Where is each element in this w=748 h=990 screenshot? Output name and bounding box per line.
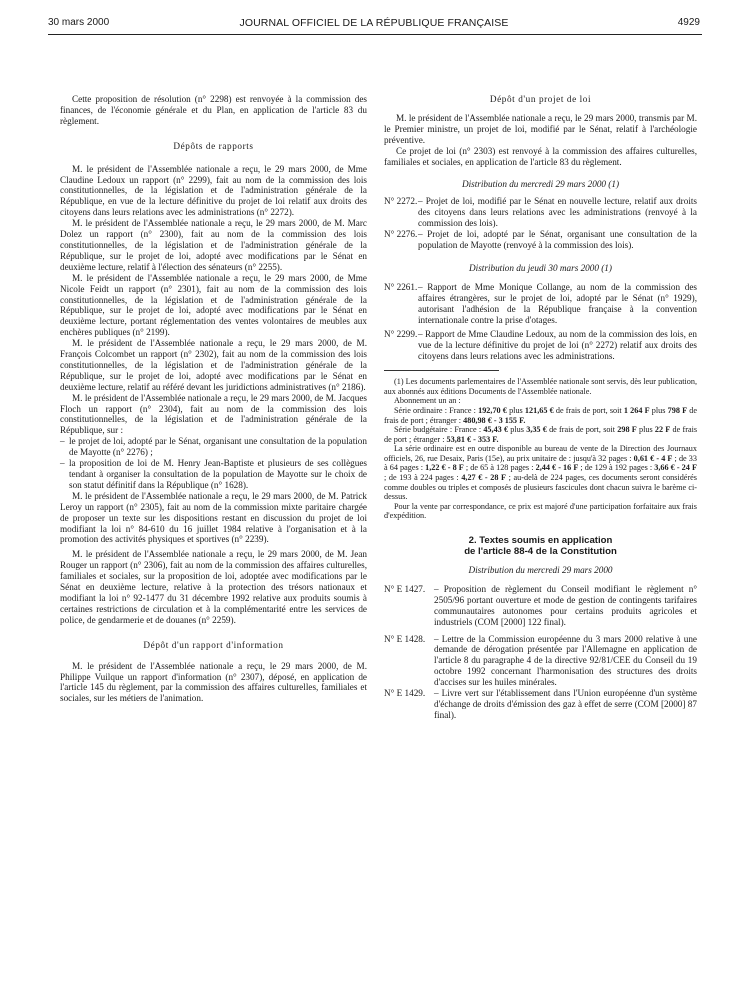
report-2304: M. le président de l'Assemblée nationale a reçu, le 29 mars 2000, de M. Jacques Floch un rapport (n° 2304), fait au nom de la commission des lois constitutionnelles, de la législation et de l'administration générale de la République, sur : <box>60 392 367 436</box>
right-column <box>384 94 697 721</box>
subscription-footnote: (1) Les documents parlementaires de l'Assemblée nationale sont servis, dès leur publication, aux abonnés aux éditions Documents de l'Assemblée nationale. Abonnement un an : Série ordinaire : France : 192,70 € plus 121,65 € de frais de port, soit 1 264 F plus 798 F de frais de port ; étranger : 480,98 € - 3 155 F. Série budgétaire : France : 45,43 € plus 3,35 € de frais de port, soit 298 F plus 22 F de frais de port ; étranger : 53,81 € - 353 F. La série ordinaire est en outre disponible au bureau de vente de la Direction des Journaux officiels, 26, rue Desaix, Paris (15e), au prix unitaire de : jusqu'à 32 pages : 0,61 € - 4 F ; de 33 à 64 pages : 1,22 € - 8 F ; de 65 à 128 pages : 2,44 € - 16 F ; de 129 à 192 pages : 3,66 € - 24 F ; de 193 à 224 pages : 4,27 € - 28 F ; au-delà de 224 pages, ces documents seront considérés comme doubles ou triples et composés de plusieurs fascicules dont chacun suivra le barème ci-dessus. Pour la vente par correspondance, ce prix est majoré d'une participation forfaitaire aux frais d'expédition. <box>384 377 698 521</box>
section-heading-rapport-information: Dépôt d'un rapport d'information <box>143 639 284 650</box>
e-document-item: N° E 1428. – Lettre de la Commission européenne du 3 mars 2000 relative à une demande de dérogation présentée par l'Allemagne en application de l'article 8 du paragraphe 4 de la directive 92/81/CEE du Conseil du 19 octobre 1992 concernant l'harmonisation des structures des droits d'accises sur les huiles minérales. <box>384 633 697 688</box>
header-date: 30 mars 2000 <box>48 17 110 28</box>
journal-title: JOURNAL OFFICIEL DE LA RÉPUBLIQUE FRANÇAISE <box>239 17 509 29</box>
e-document-item: N° E 1427. – Proposition de règlement du Conseil modifiant le règlement n° 2505/96 portant ouverture et mode de gestion de contingents tarifaires communautaires autonomes pour certains produits agricoles et industriels (COM [2000] 122 final). <box>384 583 697 627</box>
bill-transmission: M. le président de l'Assemblée nationale a reçu, le 29 mars 2000, transmis par M. le Premier ministre, un projet de loi, modifié par le Sénat, relatif à l'archéologie préventive. <box>384 112 697 145</box>
serie-budgetaire-prices: Série budgétaire : France : 45,43 € plus 3,35 € de frais de port, soit 298 F plus 22 F de frais de port ; étranger : 53,81 € - 353 F. <box>384 425 698 444</box>
page-header <box>48 17 700 31</box>
serie-ordinaire-prices: Série ordinaire : France : 192,70 € plus 121,65 € de frais de port, soit 1 264 F plus 798 F de frais de port ; étranger : 480,98 € - 3 155 F. <box>384 405 698 425</box>
section-heading-projet-loi: Dépôt d'un projet de loi <box>489 94 592 104</box>
report-2300: M. le président de l'Assemblée nationale a reçu, le 29 mars 2000, de M. Marc Dolez un rapport (n° 2300), fait au nom de la commission des lois constitutionnelles, de la législation et de l'administration générale de la République, sur le projet de loi, adopté avec modifications par le Sénat en deuxième lecture, relatif à l'élection des sénateurs (n° 2255). <box>60 218 367 272</box>
report-2306: M. le président de l'Assemblée nationale a reçu, le 29 mars 2000, de M. Jean Rouger un rapport (n° 2306), fait au nom de la commission des affaires culturelles, familiales et sociales, sur la proposition de loi, adoptée avec modifications par le Sénat en deuxième lecture, relative à la protection des trésors nationaux et modifiant la loi n° 92-1477 du 31 décembre 1992 relative aux produits soumis à certaines restrictions de circulation et à la complémentarité entre les services de police, de gendarmerie et de douanes (n° 2259). <box>60 549 367 625</box>
distribution-item: N° 2261. – Rapport de Mme Monique Collange, au nom de la commission des affaires étrangères, sur le projet de loi, adopté par le Sénat (n° 1929), autorisant l'adhésion de la République française à la convention internationale contre la prise d'otages. <box>384 281 697 325</box>
report-2304-item: – la proposition de loi de M. Henry Jean-Baptiste et plusieurs de ses collègues tendant à organiser la consultation de la population de Mayotte sur le choix de son statut définitif dans la République (n° 1628). <box>60 458 367 490</box>
page-number: 4929 <box>677 17 700 28</box>
report-2301: M. le président de l'Assemblée nationale a reçu, le 29 mars 2000, de Mme Nicole Feidt un rapport (n° 2301), fait au nom de la commission des lois constitutionnelles, de la législation et de l'administration générale de la République, sur le projet de loi, adopté avec modifications par le Sénat en deuxième lecture, portant réglementation des ventes volontaires de meubles aux enchères publiques (n° 2199). <box>60 272 367 338</box>
distribution-item: N° 2272. – Projet de loi, modifié par le Sénat en nouvelle lecture, relatif aux droits des citoyens dans leurs relations avec les administrations (renvoyé à la commission des lois). <box>384 196 697 229</box>
report-2299: M. le président de l'Assemblée nationale a reçu, le 29 mars 2000, de Mme Claudine Ledoux un rapport (n° 2299), fait au nom de la commission des lois constitutionnelles, de la législation et de l'administration générale de la République, en vue de la lecture définitive du projet de loi relatif aux droits des citoyens dans leurs relations avec les administrations (n° 2272). <box>60 163 367 218</box>
distribution-item: N° 2299. – Rapport de Mme Claudine Ledoux, au nom de la commission des lois, en vue de la lecture définitive du projet de loi (n° 2272) relatif aux droits des citoyens dans leurs relations avec les administrations. <box>384 329 697 362</box>
section-2-heading: 2. Textes soumis en application de l'article 88-4 de la Constitution <box>464 535 617 558</box>
e-document-item: N° E 1429. – Livre vert sur l'établissement dans l'Union européenne d'un système d'échange de droits d'émission des gaz à effet de serre (COM [2000] 87 final). <box>384 688 697 720</box>
resolution-referral: Cette proposition de résolution (n° 2298) est renvoyée à la commission des finances, de l'économie générale et du Plan, en application de l'article 83 du règlement. <box>60 94 367 126</box>
report-2302: M. le président de l'Assemblée nationale a reçu, le 29 mars 2000, de M. François Colcombet un rapport (n° 2302), fait au nom de la commission des lois constitutionnelles, de la législation et de l'administration générale de la République, sur le projet de loi, adopté avec modifications par le Sénat en deuxième lecture, relatif au référé devant les juridictions administratives (n° 2186). <box>60 338 367 392</box>
distribution-heading-30-mars: Distribution du jeudi 30 mars 2000 (1) <box>469 262 612 273</box>
header-rule <box>48 34 702 35</box>
left-column <box>60 94 367 704</box>
distribution-heading-e-documents: Distribution du mercredi 29 mars 2000 <box>468 565 613 576</box>
unit-sale-prices: La série ordinaire est en outre disponible au bureau de vente de la Direction des Journaux officiels, 26, rue Desaix, Paris (15e), au prix unitaire de : jusqu'à 32 pages : 0,61 € - 4 F ; de 33 à 64 pages : 1,22 € - 8 F ; de 65 à 128 pages : 2,44 € - 16 F ; de 129 à 192 pages : 3,66 € - 24 F ; de 193 à 224 pages : 4,27 € - 28 F ; au-delà de 224 pages, ces documents seront considérés comme doubles ou triples et composés de plusieurs fascicules dont chacun suivra le barème ci-dessus. <box>384 444 697 502</box>
report-2305: M. le président de l'Assemblée nationale a reçu, le 29 mars 2000, de M. Patrick Leroy un rapport (n° 2305), fait au nom de la commission mixte paritaire chargée de proposer un texte sur les dispositions restant en discussion du projet de loi modifiant la loi n° 84-610 du 16 juillet 1984 relative à l'organisation et à la promotion des activités physiques et sportives (n° 2239). <box>60 490 367 545</box>
bill-2303-referral: Ce projet de loi (n° 2303) est renvoyé à la commission des affaires culturelles, familiales et sociales, en application de l'article 83 du règlement. <box>384 145 697 167</box>
report-2307: M. le président de l'Assemblée nationale a reçu, le 29 mars 2000, de M. Philippe Vuilque un rapport d'information (n° 2307), déposé, en application de l'article 145 du règlement, par la commission des affaires culturelles, familiales et sociales, sur les métiers de l'animation. <box>60 660 367 704</box>
section-heading-depots-rapports: Dépôts de rapports <box>173 140 254 151</box>
footnote-rule <box>384 370 499 371</box>
distribution-heading-29-mars: Distribution du mercredi 29 mars 2000 (1) <box>461 179 620 190</box>
report-2304-item: – le projet de loi, adopté par le Sénat, organisant une consultation de la population de Mayotte (n° 2276) ; <box>60 436 367 458</box>
distribution-item: N° 2276. – Projet de loi, adopté par le Sénat, organisant une consultation de la population de Mayotte (renvoyé à la commission des lois). <box>384 229 697 250</box>
